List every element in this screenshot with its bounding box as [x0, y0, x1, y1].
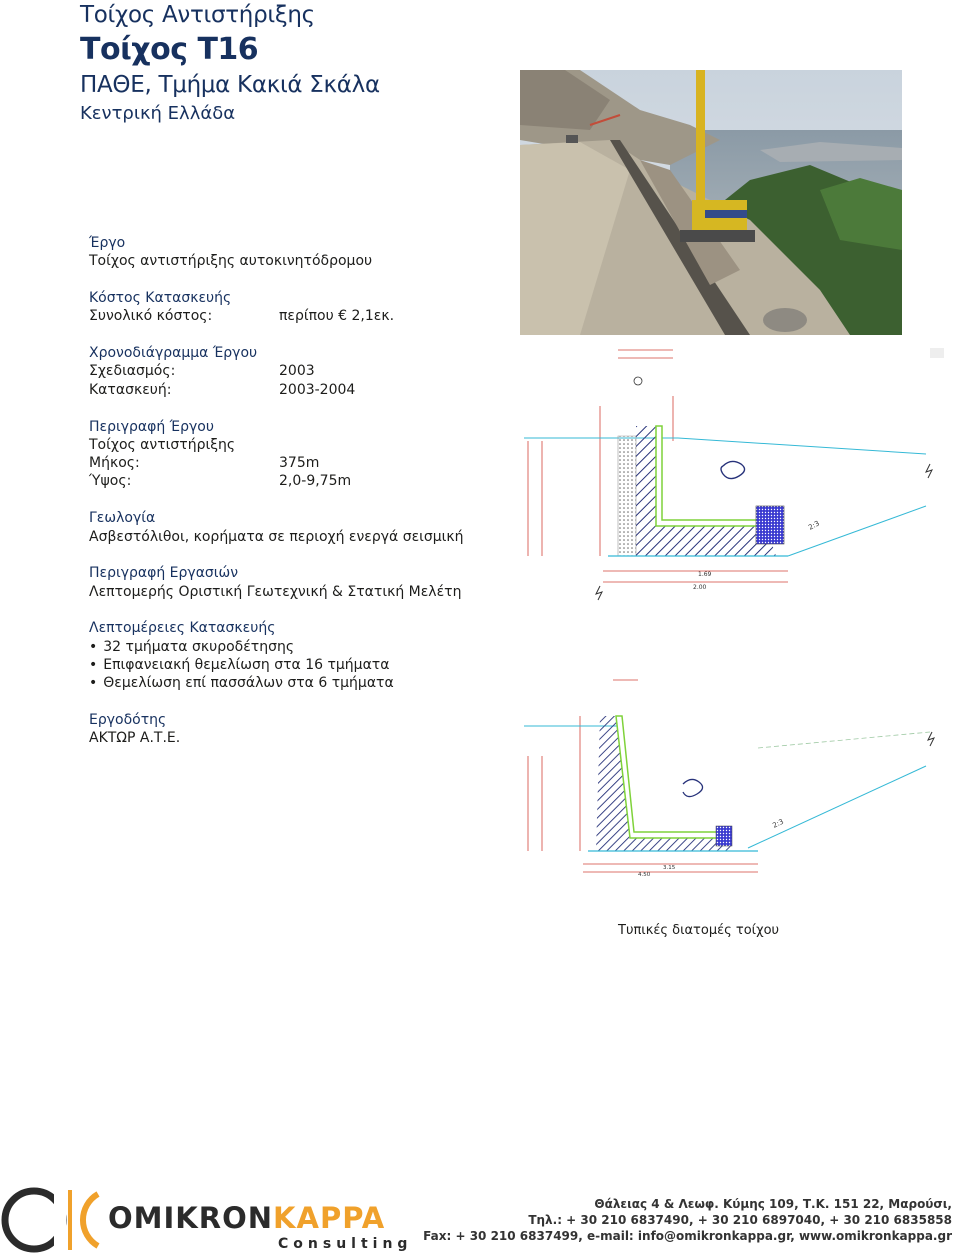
- length-row: [89, 454, 509, 472]
- works-section: [89, 564, 509, 601]
- construction-label: Κατασκευή:: [89, 381, 172, 398]
- client-section: [89, 711, 509, 748]
- project-heading: Έργο: [89, 235, 126, 251]
- client-heading: Εργοδότης: [89, 712, 167, 729]
- height-label: Ύψος:: [89, 473, 132, 490]
- length-value: 375m: [279, 455, 320, 472]
- company-address: [423, 1196, 952, 1244]
- page-title: Τοίχος Τ16: [80, 32, 259, 67]
- geology-heading: Γεωλογία: [89, 510, 156, 527]
- cost-heading: Κόστος Κατασκευής: [89, 290, 232, 307]
- company-name-part2: KAPPA: [273, 1201, 386, 1235]
- geology-text: Ασβεστόλιθοι, κορήματα σε περιοχή ενεργά σεισμική: [89, 528, 464, 545]
- cost-value: περίπου € 2,1εκ.: [279, 308, 395, 325]
- description-heading: Περιγραφή Έργου: [89, 418, 214, 435]
- length-label: Μήκος:: [89, 455, 140, 472]
- site-photo-illustration: [520, 70, 902, 335]
- cost-section: [89, 289, 509, 326]
- company-name: [108, 1201, 385, 1235]
- cross-section-1-svg: [518, 346, 948, 602]
- details-heading: Λεπτομέρειες Κατασκευής: [89, 620, 276, 637]
- page-category: Τοίχος Αντιστήριξης: [80, 2, 315, 28]
- construction-row: [89, 381, 509, 399]
- schedule-section: [89, 344, 509, 399]
- site-photo: [520, 70, 902, 335]
- cost-row: [89, 307, 509, 325]
- cross-section-drawing-1: [518, 346, 948, 602]
- company-logo-icon: [0, 1186, 110, 1254]
- dimension-label-4: 4.50: [638, 872, 651, 876]
- company-tagline: Consulting: [278, 1236, 413, 1252]
- design-label: Σχεδιασμός:: [89, 363, 176, 380]
- works-text: Λεπτομερής Οριστική Γεωτεχνική & Στατική Μελέτη: [89, 583, 462, 600]
- cross-section-drawing-2: [518, 676, 948, 876]
- page-region: Κεντρική Ελλάδα: [80, 103, 236, 124]
- company-name-part1: OMIKRON: [108, 1201, 274, 1235]
- address-line-3: Fax: + 30 210 6837499, e-mail: info@omikronkappa.gr, www.omikronkappa.gr: [423, 1229, 952, 1243]
- address-line-1: Θάλειας 4 & Λεωφ. Κύμης 109, Τ.Κ. 151 22, Μαρούσι,: [594, 1197, 952, 1211]
- design-value: 2003: [279, 363, 315, 380]
- cost-label: Συνολικό κόστος:: [89, 308, 213, 325]
- project-text: Τοίχος αντιστήριξης αυτοκινητόδρομου: [89, 253, 373, 270]
- dimension-label-1: 1.69: [698, 571, 712, 578]
- list-item: • Θεμελίωση επί πασσάλων στα 6 τμήματα: [89, 674, 509, 692]
- list-item: • Επιφανειακή θεμελίωση στα 16 τμήματα: [89, 656, 509, 674]
- list-item: • 32 τμήματα σκυροδέτησης: [89, 638, 509, 656]
- address-line-2: Τηλ.: + 30 210 6837490, + 30 210 6897040, + 30 210 6835858: [528, 1213, 952, 1227]
- description-section: [89, 418, 509, 491]
- construction-value: 2003-2004: [279, 381, 356, 398]
- cross-section-2-svg: [518, 676, 948, 876]
- design-row: [89, 362, 509, 380]
- dimension-label-2: 2.00: [693, 584, 707, 591]
- project-info: [89, 234, 509, 766]
- height-row: [89, 472, 509, 490]
- slope-label-1: 2:3: [807, 519, 821, 532]
- project-section: [89, 234, 509, 271]
- height-value: 2,0-9,75m: [279, 473, 352, 490]
- details-list: [89, 638, 509, 693]
- works-heading: Περιγραφή Εργασιών: [89, 565, 239, 582]
- description-text: Τοίχος αντιστήριξης: [89, 436, 236, 453]
- slope-label-2: 2:3: [771, 817, 786, 830]
- client-text: ΑΚΤΩΡ Α.Τ.Ε.: [89, 730, 181, 747]
- footer: [0, 1180, 960, 1259]
- geology-section: [89, 509, 509, 546]
- drawing-caption: Τυπικές διατομές τοίχου: [618, 923, 780, 938]
- dimension-label-3: 3.15: [663, 865, 676, 871]
- page-subtitle: ΠΑΘΕ, Τμήμα Κακιά Σκάλα: [80, 72, 380, 98]
- details-section: [89, 619, 509, 692]
- schedule-heading: Χρονοδιάγραμμα Έργου: [89, 345, 258, 362]
